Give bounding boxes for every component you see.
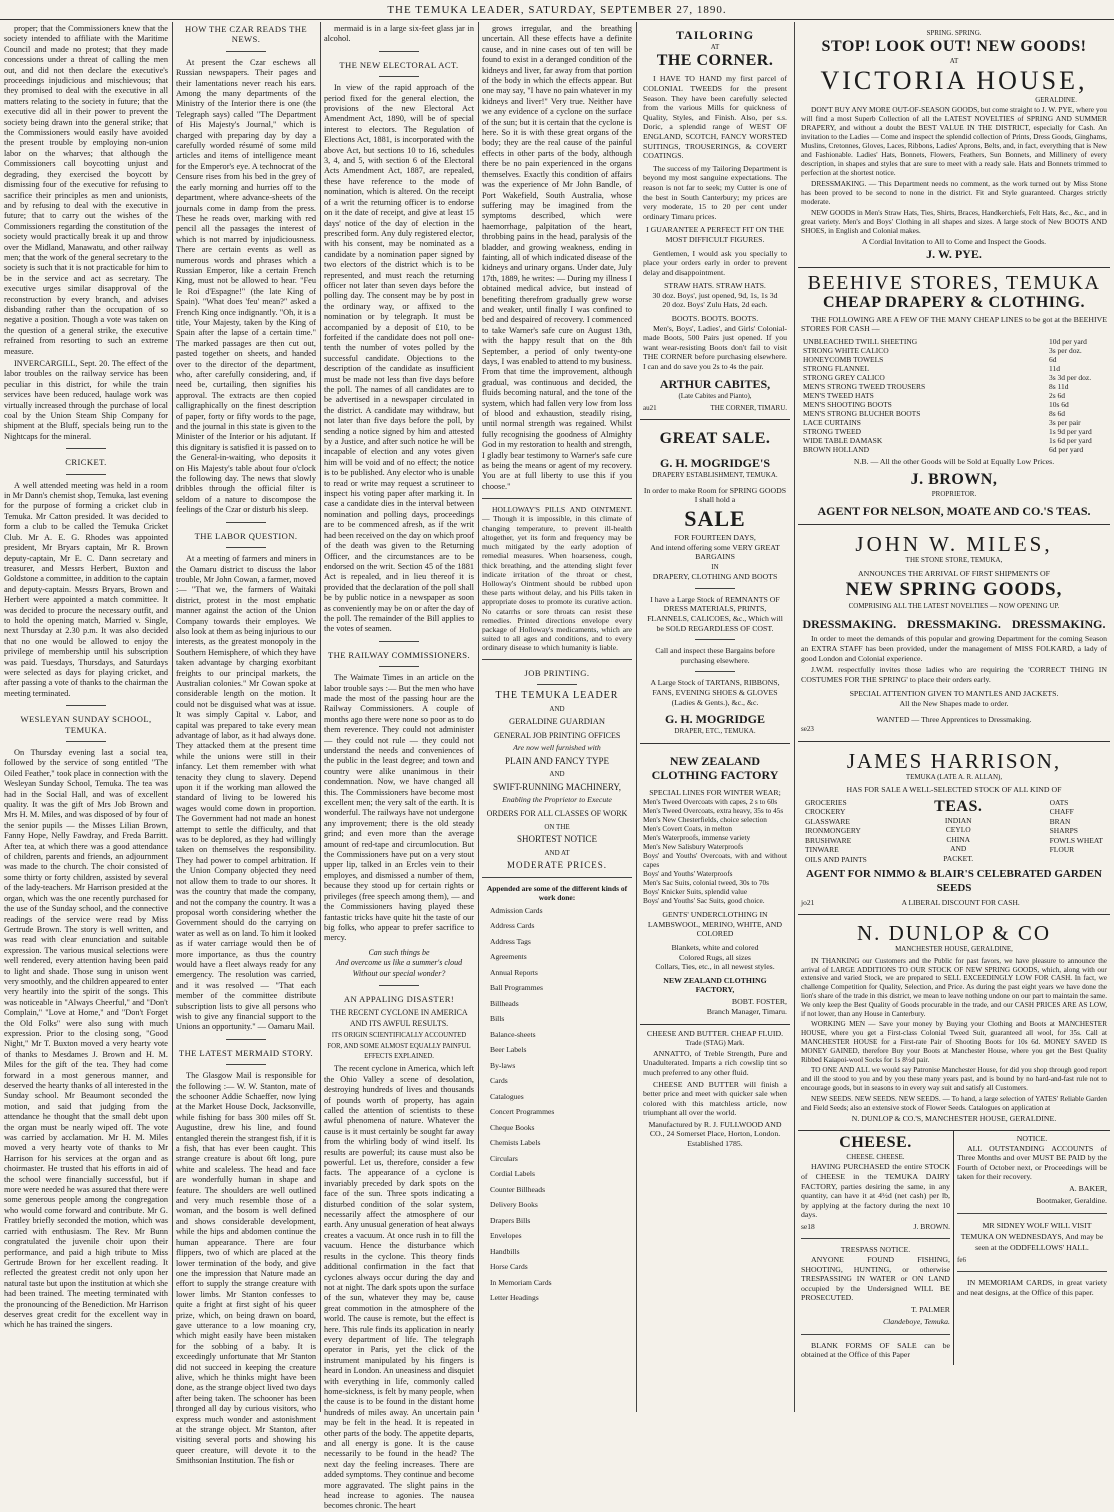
sale-intro: In order to make Room for SPRING GOODS I shall hold a: [643, 485, 787, 505]
job-and: AND: [549, 770, 565, 779]
mogridge-sign-sub: DRAPER, ETC., TEMUKA.: [674, 727, 756, 736]
boots-detail: Men's, Boys', Ladies', and Girls' Colonial-made Boots, 500 Pairs just opened. If you want wear-resisting Boots don't fail to visit THE CORNER before purchasing elsewhere. I can and do save you 2s to 4s the pair.: [643, 323, 787, 372]
item-price: 3s per doz.: [1049, 346, 1082, 355]
dunlop-body: IN THANKING our Customers and the Public for past favors, we have pleasure to announce the arrival of LARGE ADDITIONS TO OUR STOCK OF NEW SPRING GOODS, which, along with our extensive and varied Stock, we are prepared to SELL EXCEEDINGLY LOW FOR CASH. In fact, we challenge Competition for Quality, Selection, and Price. As during the past eight years we have done the lion's share of the trade in this district, we mean to leave nothing undone on our part to maintain the same. We only keep the Best Quality of Goods procurable in the trade, and our CASH PRICES ARE AS LOW, if not lower, than any House in Canterbury.: [801, 956, 1107, 1018]
stock-item: FLOUR: [1049, 845, 1075, 855]
column-divider: [478, 22, 479, 1412]
miles-name: JOHN W. MILES,: [855, 532, 1053, 556]
job-type-item: Letter Headings: [490, 1293, 539, 1303]
sale-call: Call and inspect these Bargains before purchasing elsewhere.: [655, 646, 775, 665]
new-shapes: All the New Shapes made to order.: [899, 698, 1009, 708]
job-line: GENERAL JOB PRINTING OFFICES: [493, 730, 621, 740]
masthead: THE TEMUKA LEADER, SATURDAY, SEPTEMBER 27, 1890.: [387, 4, 727, 16]
tailoring-body-2: The success of my Tailoring Department is beyond my most sanguine expectations. The reason is not far to seek; my Cutter is one of the best in South Canterbury; my prices are very moderate, 15 to 20 per cent under ordinary Timaru prices.: [643, 163, 787, 221]
dunlop-ad: [798, 915, 1110, 1131]
job-type-item: Envelopes: [490, 1231, 522, 1241]
victoria-house-name: VICTORIA HOUSE,: [820, 65, 1088, 95]
divider: [482, 659, 632, 660]
cricket-heading: CRICKET.: [65, 457, 107, 468]
job-types-list: [482, 903, 632, 1306]
mantles-jackets: SPECIAL ATTENTION GIVEN TO MANTLES AND JACKETS.: [849, 689, 1059, 699]
beehive-price-list: [801, 337, 1107, 454]
factory-other: Blankets, white and colored Colored Rugs, all sizes Collars, Ties, etc., in all newest styles.: [655, 942, 775, 972]
mermaid-heading: THE LATEST MERMAID STORY.: [178, 1047, 314, 1058]
cabites-address: THE CORNER, TIMARU.: [710, 404, 787, 413]
divider: [379, 666, 419, 667]
job-type-item: In Memoriam Cards: [490, 1277, 552, 1287]
job-line: Are now well furnished with: [513, 743, 601, 753]
stock-item: SHARPS: [1049, 826, 1078, 836]
labor-article-continued: [4, 24, 168, 442]
cricket-article: [4, 481, 168, 700]
price-row: [801, 337, 1107, 346]
job-type-item: Counter Billheads: [490, 1184, 546, 1194]
item-name: UNBLEACHED TWILL SHEETING: [803, 337, 918, 346]
ad-ref: se18: [801, 1221, 815, 1231]
new-spring-goods: NEW SPRING GOODS,: [845, 579, 1063, 600]
column-divider: [636, 22, 637, 1412]
annatto-ad: [640, 1025, 790, 1155]
job-type-item: Address Tags: [490, 936, 531, 946]
poem: Can such things be And overcome us like a summer's cloud Without our special wonder?: [335, 947, 463, 978]
factory-manager: BOBT. FOSTER, Branch Manager, Timaru.: [706, 996, 787, 1017]
miles-sub: THE STONE STORE, TEMUKA,: [905, 556, 1003, 564]
j-brown: J. BROWN,: [910, 470, 998, 488]
stock-item: AND: [950, 844, 967, 854]
disaster-article: [324, 1064, 474, 1511]
job-type-item: Billheads: [490, 998, 519, 1008]
price-row: [801, 427, 1107, 436]
underclothing: GENTS' UNDERCLOTHING IN LAMBSWOOL, MERINO, WHITE, AND COLORED: [647, 910, 783, 939]
stock-item: BRAN: [1049, 816, 1071, 826]
tailoring-body: I HAVE TO HAND my first parcel of COLONIAL TWEEDS for the present Season. They have been carefully selected from the various Mills for quickness of Quality, Styles, and Finish. Also, per s.s. Doric, a splendid range of WEST OF ENGLAND, SCOTCH, FANCY WORSTED SUITINGS, TROUSERINGS, & COVERT COATINGS.: [643, 74, 787, 161]
item-name: WIDE TABLE DAMASK: [803, 436, 883, 445]
victoria-body: DON'T BUY ANY MORE OUT-OF-SEASON GOODS, but come straight to J. W. PYE, where you will find a most Superb Collection of all the LATEST NOVELTIES of SPRING AND SUMMER DRAPERY, and without a doubt the BEST VALUE IN THE DISTRICT, especially for Cash. An invitation to the Ladies — Come and inspect the splendid collection of Prints, Dress Goods, Ginghams, Muslins, Cretonnes, Gloves, Laces, Ribbons, Ladies' Aprons, Belts, and, in fact, everything that is New and Fashionable. Ladies' Hats, Bonnets, Flowers, Feathers, Sun Bonnets, and Millinery of every description, in shapes and styles that are sure to meet with a ready sale. Hats and Bonnets trimmed to perfection at the shortest notice.: [801, 105, 1107, 178]
job-and: AND: [549, 704, 565, 713]
item-price: 1s 6d per yard: [1049, 436, 1092, 445]
divider: [801, 1238, 950, 1239]
dunlop-body-2: WORKING MEN — Save your money by Buying your Clothing and Boots at MANCHESTER HOUSE, where you get a First-class Colonial Tweed Suit, guaranteed all wool, for 35s. Call at MANCHESTER HOUSE for a First-rate Pair of Shooting Boots for 10s 6d. MONEY SAVED IS MONEY GAINED, therefore Buy your Boots at Manchester House, where you get the Best Quality Ribbed Kaiapoi-wool Socks for 1s 8½d pair.: [801, 1020, 1107, 1064]
guarantee: I GUARANTEE A PERFECT FIT ON THE MOST DIFFICULT FIGURES.: [646, 225, 784, 244]
divider: [957, 1271, 1107, 1272]
cheese-sign: J. BROWN.: [913, 1221, 950, 1231]
job-type-item: Chemists Labels: [490, 1138, 541, 1148]
notice-title: NOTICE.: [1016, 1134, 1048, 1144]
price-row: [801, 391, 1107, 400]
job-type-item: Delivery Books: [490, 1200, 538, 1210]
price-row: [801, 400, 1107, 409]
job-type-item: Circulars: [490, 1153, 518, 1163]
job-type-item: Concert Programmes: [490, 1107, 555, 1117]
beehive-sub: CHEAP DRAPERY & CLOTHING.: [822, 293, 1086, 311]
stock-item: OATS: [1049, 797, 1069, 807]
labor-question-article: [176, 554, 316, 1033]
victoria-at: AT: [949, 57, 959, 66]
item-name: STRONG WHITE CALICO: [803, 346, 889, 355]
divider: [801, 1334, 950, 1335]
divider: [537, 684, 577, 685]
item-price: 1s 9d per yard: [1049, 427, 1092, 436]
item-name: MEN'S TWEED HATS: [803, 391, 874, 400]
cabites-sub: (Late Cabites and Pianto),: [678, 391, 752, 400]
divider: [66, 705, 106, 706]
column-3: [324, 24, 474, 1511]
job-type-item: Admission Cards: [490, 905, 543, 915]
apprentices-wanted: WANTED — Three Apprentices to Dressmaking.: [876, 714, 1032, 724]
article-paragraph: INVERCARGILL, Sept. 20. The effect of the labor troubles on the railway service has been peculiar in this district, for while the train services have been reduced, haulage work was virtually increased through the purchase of local coal by the Union Steam Ship Company for shipment at the Bluff, specials being run to the Nightcaps for the mineral.: [4, 359, 168, 441]
price-row: [801, 409, 1107, 418]
dunlop-body-3: TO ONE AND ALL we would say Patronise Manchester House, for did you shop through good report and ill the stood to you and by you these many years past, and is bound by no hard-and-fast rule not to encourage goods, but in seasons to in every way suit and satisfy all Customers.: [801, 1066, 1107, 1093]
nz-clothing-factory-ad: [640, 744, 790, 1025]
article-paragraph: At a meeting of farmers and miners in the Oamaru district to discuss the labor trouble, Mr John Cowan, a farmer, moved :— "That we, the farmers of Waitaki district, protest in the most emphatic manner against the action of the Union Company towards their employes. We also look at them as being injurious to our interests, as the greatest monopoly in the Southern Hemisphere, of which they have taken advantage by charging exorbitant freights to our principal markets, the Australian colonies." Mr Cowan spoke at considerable length on the motion. It could not be disguised what was at issue. It was simply Capital v. Labor, and capital was prepared to take every mean advantage of labor, as it had always done. They attacked them at the present time while the unions were still in their infancy. Let them remember with what tenacity they clung to slavery. Depend upon it if the working man allowed the standard of living to be lowered his wages would come down in proportion. The Government had not made an honest attempt to settle the difficulty, and that was to be deplored, as they had willingly taken on themselves the responsibility. They had power to compel arbitration. If the Union Company objected they need not allow them to trade to our shores. It was the country that made the company, and not the company the country. It was a proposal worth considering whether the Government should do the carrying on water as well as on land. To him it looked as if water carriage would then be of more importance, as thus the country would have a fleet always ready for any emergency. The resolution was carried, and it was resolved — "That each member of the committee distribute subscription lists to give all persons who wish to give any financial support to the Unions an opportunity." — Oamaru Mail.: [176, 554, 316, 1032]
job-line: SWIFT-RUNNING MACHINERY,: [492, 781, 621, 792]
item-name: HONEYCOMB TOWELS: [803, 355, 884, 364]
holloway-notice: HOLLOWAY'S PILLS AND OINTMENT. — Though it is impossible, in this climate of changing temperature, to prevent ill-health altogether, yet its form and frequency may be much mitigated by the early adoption of remedial measures. When hoarseness, cough, thick breathing, and the attending slight fever indicate irritation of the throat or chest, Holloway's Ointment should be rubbed upon these parts without delay, and his Pills taken in appropriate doses to promote its curative action. No catarrhs or sore throats can resist these remedies. Printed directions envelope every package of Holloway's medicaments, which are suited to all ages and conditions, and to every ordinary disease to which humanity is liable.: [482, 505, 632, 653]
item-price: 2s 6d: [1049, 391, 1066, 400]
job-line: Enabling the Proprietor to Execute: [502, 795, 612, 805]
price-row: [801, 364, 1107, 373]
divider: [695, 639, 735, 640]
article-paragraph: At present the Czar eschews all Russian newspapers. Their pages and their lamentations never reach his ears. Among the many departments of the Ministry of the Interior there is one (the Telegraph says) called "The Department of His Majesty's Journal," which is charged with preparing day by day a carefully worded résumé of some mild articles and items of intelligence meant for the Emperor's eye. A technocrat of the Censure rises from his bed in the grey of the early morning and hurries off to the department, where advance-sheets of the journals come in damp from the press. These he reads over, marking with red pencil all the passages the interest of which is not marred by injudiciousness. There are certain events as well as numerous words and phrases which a Russian Emperor, like a certain French King, must not be allowed to hear. "Feu le Roi d'Espagne!" (the late King of Spain). "What does 'feu' mean?" asked a French King once indignantly. "Oh, it is a title, Your Majesty, taken by the King of Spain after the lapse of a certain time." The marked passages are then cut out, pasted together on sheets, and handed over to the director of the department, who, after carefully considering, and, if need be, curtailing, then signifies his approval. The extracts are then copied calligraphically on the finest description of paper, forty or fifty words to the page, and the journal in this state is given to the Minister of the Interior or his adjutant. If this dignitary is satisfied it is passed on to the General-in-waiting, who deposits it on His Majesty's table about four o'clock the following day. The news that slowly dribbles through the official filter is seldom of a nature to discompose the feelings of the Czar or disturb his sleep.: [176, 57, 316, 515]
notice-body: ALL OUTSTANDING ACCOUNTS of Three Months and over MUST BE PAID by the Fourth of October next, or Proceedings will be taken for their recovery.: [957, 1143, 1107, 1182]
column-divider: [320, 22, 321, 1412]
article-paragraph: The recent cyclone in America, which left the Ohio Valley a scene of desolation, destroying hundreds of lives and thousands of pounds worth of property, has again called the attention of scientists to these awful phenomena of nature. Whatever the cause is it must certainly be sought far away from the whirling body of wind itself. Its results are powerful; its cause must also be powerful. Let us, therefore, consider a few facts. The appearance of a cyclone is invariably preceded by dark spots on the face of the sun. Three spots indicating a disturbed condition of the solar system, necessarily affect the atmosphere of our earth. Any unusual generation of heat always creates a vacuum. At once rush in to fill the vacuum. Hence the disturbance which results in the cyclone. This theory finds additional confirmation in the fact that cyclones always occur during the day and not at night. The dark spots upon the surface of the sun, whatever they may be, cause great commotion in the atmosphere of the world. The cause is remote, but the effect is here. This rule finds its application in nearly every department of life. The telegraph operator in Paris, yet the click of the instrument manipulated by his fingers is heard in London. An uneasiness and disquiet with everything in life, commonly called home-sickness, is felt by many people, when the cause is to be found in the distant home hundreds of miles away. An uncertain pain may be felt in the head. It is repeated in other parts of the body. The appetite departs, and all energy is gone. It is the cause necessarily to be found in the head? The next day the feeling increases. There are added symptoms. They continue and become more aggravated. The slight pains in the head increase to agonies. The nausea becomes chronic. The heart: [324, 1064, 474, 1511]
divider: [379, 51, 419, 52]
dressmaking-banner: DRESSMAKING. DRESSMAKING. DRESSMAKING.: [802, 617, 1106, 632]
factory-title: NEW ZEALAND CLOTHING FACTORY: [651, 753, 779, 782]
column-1: [4, 24, 168, 1409]
item-price: 8s 6d: [1049, 409, 1066, 418]
ad-ref: se23: [801, 725, 814, 734]
factory-title-2: NEW ZEALAND CLOTHING FACTORY,: [663, 975, 767, 995]
job-line: THE TEMUKA LEADER: [495, 689, 619, 701]
job-printing-heading: JOB PRINTING.: [524, 667, 590, 678]
stock-item: INDIAN: [944, 815, 972, 825]
stock-item: IRONMONGERY: [805, 826, 861, 836]
job-type-item: Address Cards: [490, 921, 535, 931]
cheese-sub: CHEESE. CHEESE.: [846, 1153, 905, 1162]
railway-article: [324, 673, 474, 944]
item-name: MEN'S SHOOTING BOOTS: [803, 400, 892, 409]
trespass-title: TRESPASS NOTICE.: [840, 1245, 911, 1255]
beehive-note: N.B. — All the other Goods will be Sold at Equally Low Prices.: [853, 457, 1055, 466]
stock-item: FOWLS WHEAT: [1049, 835, 1103, 845]
divider: [226, 51, 266, 52]
job-type-item: Handbills: [490, 1246, 520, 1256]
job-type-item: Annual Reports: [490, 967, 538, 977]
proprietor: PROPRIETOR.: [931, 489, 977, 498]
mermaid-article: [176, 1071, 316, 1466]
memoriam-cards: IN MEMORIAM CARDS, in great variety and neat designs, at the Office of this paper.: [957, 1278, 1107, 1297]
divider: [226, 522, 266, 523]
the-corner-title: THE CORNER.: [656, 52, 774, 70]
annatto-sub: CHEESE AND BUTTER will finish a better price and meet with quicker sale when colored with this matchless article, now triumphant all over the world.: [643, 1079, 787, 1118]
miles-intro: ANNOUNCES THE ARRIVAL OF FIRST SHIPMENTS OF: [857, 569, 1051, 579]
harrison-sub: TEMUKA (LATE A. R. ALLAN),: [905, 772, 1003, 781]
teas-title: TEAS.: [934, 797, 983, 815]
harrison-name: JAMES HARRISON,: [846, 748, 1062, 773]
miles-comp: COMPRISING ALL THE LATEST NOVELTIES — NOW OPENING UP.: [848, 602, 1060, 610]
column-4: [482, 24, 632, 1409]
stock-item: CROCKERY: [805, 807, 846, 817]
harrison-stock-col: [805, 798, 867, 865]
item-name: STRONG GREY CALICO: [803, 373, 885, 382]
sunday-school-heading: WESLEYAN SUNDAY SCHOOL, TEMUKA.: [20, 714, 152, 735]
disaster-heading: AN APPALING DISASTER!: [343, 993, 455, 1004]
czar-article: [176, 58, 316, 516]
price-row: [801, 373, 1107, 382]
job-type-item: Cheque Books: [490, 1122, 535, 1132]
trespass-sign: T. PALMER: [911, 1304, 950, 1314]
job-line: PLAIN AND FANCY TYPE: [504, 755, 610, 766]
price-row: [801, 436, 1107, 445]
harrison-stock-col: [1050, 798, 1103, 865]
notice-sign: A. BAKER,: [1069, 1183, 1107, 1193]
stock-item: CHAFF: [1049, 807, 1074, 817]
price-row: [801, 382, 1107, 391]
item-name: STRONG FLANNEL: [803, 364, 870, 373]
stock-item: TINWARE: [805, 845, 839, 855]
dunlop-sub: MANCHESTER HOUSE, GERALDINE,: [895, 945, 1013, 954]
item-price: 10d per yard: [1049, 337, 1087, 346]
article-paragraph: proper; that the Commissioners knew that the society intended to affiliate with the Maritime Council and made no protest; that they made concessions under a threat of calling the men out, and did not then declare the executive's proceedings injudicious and mischievous; that they promised to deal with the executive in all matters relating to the society in future; that the executive did all in their power to prevent the society being drawn into the general strike; that the Commissioners would easily have avoided the present trouble by employing non-union labor on the wharves; that although the Commissioners call boycotting unjust and degrading, they exercised the boycott by dismissing four of the executive for refusing to sacrifice their principles as men and unionists, and by refusing to deal with the executive in future; that to carry out the wishes of the Commissioners regarding the constitution of the society would practically break it up and throw over the Midland, Manawatu, and other railway men; that the work of the general secretary to the society is such that it is not practicable for him to be in the service and act as secretary. The executive urges similar disapproval of the reconstruction by every branch, and advises disbanding rather than the occupation of so negative a position. Though a vote was taken on the question of a general strike, the executive refrained from resorting to such an extreme measure.: [4, 24, 168, 356]
annatto-mark: Trade (STAG) Mark.: [685, 1039, 745, 1048]
dunlop-name: N. DUNLOP & CO: [856, 921, 1052, 946]
miles-body: In order to meet the demands of this popular and growing Department for the coming Season an EXTRA STAFF has been provided, under the management of MISS FOLKARD, a lady of good London and Colonial experience.: [801, 634, 1107, 663]
job-line: SHORTEST NOTICE: [516, 833, 598, 844]
sale-in: IN: [711, 562, 719, 571]
mogridge-sub: DRAPERY ESTABLISHMENT, TEMUKA.: [652, 471, 778, 480]
tailoring-title: TAILORING: [675, 28, 755, 42]
victoria-new-goods: NEW GOODS in Men's Straw Hats, Ties, Shirts, Braces, Handkerchiefs, Felt Hats, &c., &c., and in great variety. Men's and Boys' Clothing in all shapes and sizes. A large stock of New BOOTS AND SHOES, in English and Colonial makes.: [801, 208, 1107, 236]
nimmo-blair-agent: AGENT FOR NIMMO & BLAIR'S CELEBRATED GARDEN SEEDS: [805, 868, 1102, 895]
stock-item: GROCERIES: [805, 797, 847, 807]
job-line: GERALDINE GUARDIAN: [508, 715, 606, 726]
victoria-town: GERALDINE.: [1035, 95, 1077, 104]
cheese-body: HAVING PURCHASED the entire STOCK of CHEESE in the TEMUKA DAIRY FACTORY, parties desiring the same, in any quantity, can have it at 4½d (net cash) per lb, by applying at the factory during the next 10 days.: [801, 1162, 950, 1220]
straw-hats-detail: 30 doz. Boys', just opened, 9d, 1s, 1s 3d 20 doz. Boys' Zulu Hats, 2d each.: [652, 290, 778, 310]
electoral-article: [324, 83, 474, 635]
divider: [482, 498, 632, 499]
small-ads-row: [798, 1131, 1110, 1365]
job-type-item: Drapers Bills: [490, 1215, 531, 1225]
sale-goods: DRAPERY, CLOTHING AND BOOTS: [652, 572, 778, 582]
divider: [379, 985, 419, 986]
job-type-item: Bills: [490, 1014, 505, 1024]
job-type-item: Cards: [490, 1076, 508, 1086]
divider: [695, 671, 735, 672]
notice-ad: [954, 1131, 1110, 1365]
masthead-rule: [0, 19, 1114, 20]
j-w-pye: J. W. PYE.: [926, 246, 982, 261]
harrison-intro: HAS FOR SALE A WELL-SELECTED STOCK OF ALL KIND OF: [846, 784, 1062, 794]
harrison-stock-col: [934, 816, 982, 864]
wolf-notice: MR SIDNEY WOLF WILL VISIT TEMUKA ON WEDNESDAYS, And may be seen at the ODDFELLOWS' HALL.: [960, 1220, 1104, 1252]
annatto-body: ANNATTO, of Treble Strength, Pure and Unadulterated. Imparts a rich cowslip tint so much preferred to any other fluid.: [643, 1048, 787, 1077]
disaster-article-continued: [482, 24, 632, 492]
divider: [379, 76, 419, 77]
trespass-body: ANYONE FOUND FISHING, SHOOTING, HUNTING, or otherwise TRESPASSING IN WATER or ON LAND occupied by the Undersigned WILL BE PROSECUTED.: [801, 1254, 950, 1303]
divider: [226, 1064, 266, 1065]
job-line: ON THE: [544, 822, 570, 831]
blank-forms: BLANK FORMS OF SALE can be obtained at the Office of this Paper: [801, 1340, 950, 1360]
divider: [66, 448, 106, 449]
job-type-item: Horse Cards: [490, 1262, 528, 1272]
article-paragraph: A well attended meeting was held in a room in Mr Dann's chemist shop, Temuka, last evening for the purpose of forming a cricket club in Temuka. Mr Catton presided. It was decided to form a club to be called the Temuka Cricket Club. Mr A. E. G. Rhodes was appointed president, Mr Bryars captain, Mr R. Brown deputy-captain, Mr E. C. Dann secretary and treasurer, and Messrs Herbert, Buxton and Goldstone a committee, in addition to the captain and deputy-captain. Messrs Bryars, Brown and Herbert were appointed a match committee. It was decided to procure the necessary outfit, and to hold the opening match, Married v. Single, next Thursday at 2.30 p.m. It was also decided that no one would be allowed to enjoy the privilege of membership until his subscription was paid. Tuesdays, Thursdays, and Saturdays were selected as days for playing cricket, and after passing a vote of thanks to the chairman the meeting terminated.: [4, 480, 168, 698]
annatto-title: CHEESE AND BUTTER. CHEAP FLUID.: [646, 1028, 784, 1038]
price-row: [801, 418, 1107, 427]
stop-look-out: STOP! LOOK OUT! NEW GOODS!: [821, 38, 1087, 56]
article-paragraph: grows irregular, and the breathing uncertain. All these effects have a definite cause, and in nine cases out of ten will be found to exist in a deranged condition of the kidneys and liver, far away from that portion of the body in which the effects appear. But one may say, "I have no pain whatever in my kidneys and liver!" Very true. Neither have we any evidence of a cyclone on the surface of the sun; but it is certain that the cyclone is here. So it is with these great organs of the body; they are the real cause of the painful effects in other parts of the body, although there be no pain experienced in the organs themselves. Exactly this condition of affairs was the experience of Mr John Bandle, of Port Wakefield, South Australia, whose suffering may be imagined from the symptoms described, which were haemorrhage, palpitation of the heart, throbbing pains in the head, paralysis of the bladder, and growing weakness, ending in fainting, all of which indicated disease of the kidneys and urinary organs. Under date, July 17th, 1889, he writes: — During my illness I obtained medical advice, but instead of benefiting therefrom gradually grew worse and weaker, until finally I was confined to bed and despaired of recovery. I commenced to take Warner's safe cure on August 13th, with the happy result that on the 8th September, a period of only twenty-one days, I was enabled to attend to my business. From that time the improvement, although gradual, was continuous and decided, the fluids becoming natural, and the tone of the system, which had fallen very low from loss of blood and exhaustion, steadily rising, until normal strength was regained. Whilst fully recognising the goodness of Almighty God in my restoration to health and strength, I gladly bear testimony to Warner's safe cure as being the means or agent of my recovery. You are at full liberty to use this if you choose.": [482, 24, 632, 491]
divider: [695, 588, 735, 589]
cheese-title: CHEESE.: [839, 1134, 912, 1152]
price-row: [801, 346, 1107, 355]
victoria-invite: A Cordial Invitation to All to Come and Inspect the Goods.: [861, 237, 1047, 247]
stock-item: PACKET.: [943, 853, 974, 863]
dunlop-seeds: NEW SEEDS. NEW SEEDS. NEW SEEDS. — To hand, a large selection of YATES' Reliable Garden and Field Seeds; also an extensive stock of Flower Seeds. Catalogues on application at: [801, 1094, 1107, 1112]
factory-lines: Men's Tweed Overcoats with capes, 2 s to 60s Men's Tweed Overcoats, extra heavy, 35s to 45s Men's New Chesterfields, choice selection Men's Covert Coats, in melton Men's Waterproofs, immense variety Men's New Salisbury Waterproofs Boys' and Youths' Overcoats, with and without capes Boys' and Youths' Waterproofs Men's Sac Suits, colonial tweed, 30s to 70s Boys' Knicker Suits, splendid value Boys' and Youths' Sac Suits, good choice.: [643, 797, 787, 906]
divider: [379, 641, 419, 642]
job-line: AND AT: [544, 848, 570, 857]
tailoring-ad: [640, 24, 790, 420]
james-harrison-ad: [798, 742, 1110, 916]
job-list-intro: Appended are some of the different kinds of work done:: [486, 883, 628, 903]
liberal-discount: A LIBERAL DISCOUNT FOR CASH.: [901, 898, 1020, 908]
divider: [66, 474, 106, 475]
annatto-maker: Manufactured by R. J. FULLWOOD AND CO., 24 Somerset Place, Horton, London. Established 1785.: [648, 1119, 782, 1149]
nelson-moate-agent: AGENT FOR NELSON, MOATE AND CO.'S TEAS.: [817, 504, 1091, 518]
sale-offer: And intend offering some VERY GREAT BARGAINS: [650, 542, 780, 562]
item-price: 3s per pair: [1049, 418, 1081, 427]
item-name: LACE CURTAINS: [803, 418, 861, 427]
cheese-ad: [798, 1131, 954, 1365]
stock-item: CEYLO: [945, 825, 971, 835]
ad-ref: fe6: [957, 1255, 966, 1264]
divider: [66, 741, 106, 742]
stock-item: CHINA: [946, 834, 971, 844]
article-paragraph: The Waimate Times in an article on the labor trouble says :— But the men who have made the most of the passing hour are the Railway Commissioners. A couple of months ago there were none so poor as to do them reverence. They could not administer — they could not rule — they could not understand the needs and conveniences of the public in the least degree; and town and country were alike unanimous in their condemnation. Now, we have changed all this. The Commissioners have become most excellent men; the very salt of the earth. It is wonderful. The railways have not undergone any improvement; there is the old steady grind; and even more than the average amount of red-tape and circumlocution. But the Commissioners have put on a very stout upper lip, talked in an Ercles vein to their employes, and dismissed a number of them, because they stood up for certain rights or privileges (free speech among them), — and the Commissioners having played these fantastic tricks have quite hit the taste of our big folks, who appear to prefer sacrifice to mercy.: [324, 673, 474, 943]
column-5: [640, 24, 790, 1409]
sale-days: FOR FOURTEEN DAYS,: [674, 533, 756, 543]
special-lines: SPECIAL LINES FOR WINTER WEAR;: [649, 787, 781, 797]
trespass-sign-sub: Clandeboye, Temuka.: [882, 1317, 950, 1327]
ad-ref: au21: [643, 404, 657, 413]
victoria-house-ad: [798, 24, 1110, 268]
notice-sign-sub: Bootmaker, Geraldine.: [1036, 1196, 1107, 1206]
dunlop-sign: N. DUNLOP & CO.'S, MANCHESTER HOUSE, GERALDINE.: [851, 1114, 1057, 1124]
job-type-item: Ball Programmes: [490, 983, 543, 993]
electoral-heading: THE NEW ELECTORAL ACT.: [339, 59, 459, 70]
divider: [226, 547, 266, 548]
sunday-school-article: [4, 748, 168, 1331]
ad-ref: jo21: [801, 898, 815, 908]
job-type-item: Catalogues: [490, 1091, 524, 1101]
item-price: 6d per yard: [1049, 445, 1084, 454]
divider: [482, 877, 632, 878]
article-paragraph: In view of the rapid approach of the period fixed for the general election, the provisions of the new Electoral Act Amendment Act, 1890, will be of special interest to electors. The Regulation of Elections Act, 1881, is incorporated with the above Act, but sections 10 to 16, schedules 3, 4, and 5, with section 6 of the Electoral Acts Amendment Act, 1887, are repealed, these have reference to the mode of nomination, which is altered. On the receipt of a writ the returning officer is to endorse on it the date of receipt, and give at least 15 days' notice of the day of election in the prescribed form. Any duly registered elector, with his consent, may be nominated as a candidate by a nomination paper signed by two electors of the district which is to be represented, and must reach the returning officer not later than seven days before the polling day. The consent may be by post in the ordinary way, or affixed to the nomination or by telegraph. It must be accompanied by a deposit of £10, to be forfeited if the candidate does not poll one-tenth the number of votes polled by the successful candidate. Objections to the description of the candidate as insufficient must be made not less than five days before the poll. The names of all candidates are to be advertised in a newspaper circulated in the district. A candidate may withdraw, but not later than five days before the poll, by sending a notice signed by him and attested by a Justice, and after such notice he will be incapable of election and any votes given him will be void and of no effect; the notice is to be published. Any elector who is unable to read or write may request a scrutineer to inspect his voting paper after marking it. In case a candidate dies in the interval between nomination and polling days, proceedings are to be commenced afresh, as if the writ had been received on the day on which proof of the death was given to the Returning Officer, and the circumstances are to be endorsed on the writ. Section 45 of the 1881 Act is repealed, and in lieu thereof it is provided that the declaration of the poll shall be by public notice in a newspaper as soon as conveniently may be on or after the day of the poll. The remainder of the Bill applies to the votes of seamen.: [324, 83, 474, 634]
arthur-cabites: ARTHUR CABITES,: [659, 376, 771, 391]
job-type-item: Cordial Labels: [490, 1169, 535, 1179]
disaster-subhead: THE RECENT CYCLONE IN AMERICA AND ITS AWFUL RESULTS.: [330, 1008, 468, 1028]
labor-question-heading: THE LABOR QUESTION.: [194, 530, 298, 541]
column-6: [798, 24, 1110, 1409]
column-2: [176, 24, 316, 1466]
job-type-item: Balance-sheets: [490, 1029, 536, 1039]
great-sale-title: GREAT SALE.: [659, 430, 771, 448]
tailoring-at: AT: [710, 43, 720, 51]
sale-word: SALE: [684, 506, 746, 532]
item-name: MEN'S STRONG TWEED TROUSERS: [803, 382, 926, 391]
divider: [226, 1039, 266, 1040]
item-price: 11d: [1049, 364, 1060, 373]
tartans: A Large Stock of TARTANS, RIBBONS, FANS, EVENING SHOES & GLOVES (Ladies & Gents.), &c., &c.: [650, 678, 780, 707]
czar-heading: HOW THE CZAR READS THE NEWS.: [185, 24, 307, 45]
article-paragraph: On Thursday evening last a social tea, followed by the service of song entitled "The Oiled Feather," took place in connection with the Wesleyan Sunday School, Temuka. The tea was had in the Social Hall, and was of excellent quality. It was the gift of Mrs Job Brown and Mrs H. M. Miles, and was disposed of by four of the senior pupils — the Misses Lilian Brown, Fanny Hope, Nelly Fawdray, and Freda Barritt. After tea, at which there was a good attendance of children, parents and friends, an adjournment was made to the church. The choir consisted of some thirty or forty children, assisted by several of the lady-teachers. Mr Harrison presided at the organ, which was the one recently purchased for the use of the Sunday school, and the connective readings of the service were read by Miss Gertrude Brown. The story is well written, and was read with clear enunciation and suitable expression. The various musical selections were well rendered, every attention having been paid to light and shade. Those sung in unison went very smoothly, and the children appeared to enter very heartily into the spirit of the songs. This was noticeable in "Always Cheerful," and "Don't Complain," "Love at Home," and "Don't Forget the Old Folks" were also sung with much expression. Prior to the closing song, "Good Night," Mr T. Buxton moved a very hearty vote of thanks to Mesdames J. Brown and H. M. Miles for the gift of the tea. They had come forward in a most generous manner, and deserved the hearty thanks of all interested in the Sunday school. Mr Beaumont seconded the motion, and said that judging from the attendance he thought that the small debt upon the organ must be nearly wiped off. The vote was carried by acclamation. Mr H. M. Miles moved a very hearty vote of thanks to Mr Harrison for his services at the organ and as choirmaster. He trusted that his efforts in aid of the school were financially successful, but if more were needed he was assured that there were some generous people among the congregation who would come forward and contribute. Mr G. Frattley briefly seconded the motion, which was carried with enthusiasm. The Rev. Mr Bunn congratulated the juvenile choir upon their performance, and paid a high tribute to Miss Gertrude Brown for her excellent reading. It reflected the greatest credit not only upon her natural taste but upon the institution at which she had been trained. The meeting terminated with the pronouncing of the Benediction. Mr Harrison deserves great credit for the excellent way in which he has trained the singers.: [4, 748, 169, 1330]
item-price: 10s 6d: [1049, 400, 1069, 409]
great-sale-ad: [640, 420, 790, 743]
stock-item: GLASSWARE: [805, 816, 851, 826]
price-row: [801, 355, 1107, 364]
victoria-dressmaking: DRESSMAKING. — This Department needs no comment, as the work turned out by Miss Stone has been proved to be second to none in the district. Fit and Style guaranteed. Charges strictly moderate.: [801, 179, 1107, 207]
job-type-item: Beer Labels: [490, 1045, 527, 1055]
john-miles-ad: [798, 525, 1110, 742]
straw-hats: STRAW HATS. STRAW HATS.: [664, 281, 766, 291]
harrison-stock: [801, 795, 1107, 868]
job-printing-ad: [482, 668, 632, 1306]
remnants: I have a Large Stock of REMNANTS OF DRESS MATERIALS, PRINTS, FLANNELS, CALICOES, &c., Which will be SOLD REGARDLESS OF COST.: [647, 594, 783, 633]
column-divider: [172, 22, 173, 1412]
job-type-item: By-laws: [490, 1060, 516, 1070]
item-name: STRONG TWEED: [803, 427, 861, 436]
beehive-intro: THE FOLLOWING ARE A FEW OF THE MANY CHEAP LINES to be got at the BEEHIVE STORES FOR CASH —: [801, 314, 1107, 334]
railway-heading: THE RAILWAY COMMISSIONERS.: [327, 649, 471, 660]
mogridge-sign: G. H. MOGRIDGE: [664, 712, 765, 727]
article-paragraph: The Glasgow Mail is responsible for the following :— W. W. Stanton, mate of the schooner Addie Schaeffer, now lying at the Market House Dock, Jacksonville, while fishing for bass 300 miles off St. Augustine, drew his line, and found entangled therein the strangest fish, if it is a fish, that has ever been caught. This strange creature is about 6ft long, pure white and scaleless. The head and face are wonderfully human in shape and feature. The shoulders are well outlined and very much resemble those of a woman, and the bosom is well defined and shows considerable development, while the hips and abdomen continue the human appearance. There are four flippers, two of which are placed at the lower termination of the body, and give one the impression that Nature made an effort to supply the strange creature with lower limbs. Mr Stanton confesses to quite a fright at first sight of his queer prize, which, on being drawn on board, gave utterance to a low moaning cry, which might easily have been mistaken for the sobbing of a baby. It is exceedingly unfortunate that Mr Stanton did not succeed in keeping the creature alive, which he thinks might have been done, as the strange object lived two days after being taken. The schooner has been thronged all day by curious visitors, who express much wonder and astonishment at the strange object. Mr Stanton, after visiting several ports and showing his queer creature, will devote it to the Smithsonian Institution. The fish or: [176, 1071, 316, 1466]
stock-item: OILS AND PAINTS: [805, 854, 867, 864]
tailoring-body-3: Gentlemen, I would ask you specially to place your orders early in order to prevent delay and disappointment.: [643, 248, 787, 277]
job-line: MODERATE PRICES.: [506, 859, 607, 870]
disaster-subhead-2: ITS ORIGIN SCIENTIFICALLY ACCOUNTED FOR, AND SOME ALMOST EQUALLY PAINFUL EFFECTS EXPLAINED.: [327, 1032, 471, 1060]
spring-label: SPRING. SPRING.: [926, 29, 982, 37]
miles-body-2: J.W.M. respectfully invites those ladies who are requiring the 'CORRECT THING IN COSTUMES FOR THE SPRING' to place their orders early.: [801, 665, 1107, 684]
boots-heading: BOOTS. BOOTS. BOOTS.: [671, 314, 759, 324]
item-price: 8s 11d: [1049, 382, 1069, 391]
mermaid-end: mermaid is in a large six-feet glass jar in alcohol.: [324, 24, 474, 44]
beehive-stores-ad: [798, 268, 1110, 525]
stock-item: BRUSHWARE: [805, 835, 852, 845]
item-price: 3s 3d per doz.: [1049, 373, 1092, 382]
column-divider: [794, 22, 795, 1412]
mogridge-name: G. H. MOGRIDGE'S: [659, 456, 770, 471]
beehive-title: BEEHIVE STORES, TEMUKA: [807, 271, 1101, 294]
item-price: 6d: [1049, 355, 1057, 364]
job-line: ORDERS FOR ALL CLASSES OF WORK: [486, 808, 628, 818]
price-row: [801, 445, 1107, 454]
item-name: MEN'S STRONG BLUCHER BOOTS: [803, 409, 921, 418]
divider: [957, 1213, 1107, 1214]
job-type-item: Agreements: [490, 952, 527, 962]
item-name: BROWN HOLLAND: [803, 445, 870, 454]
